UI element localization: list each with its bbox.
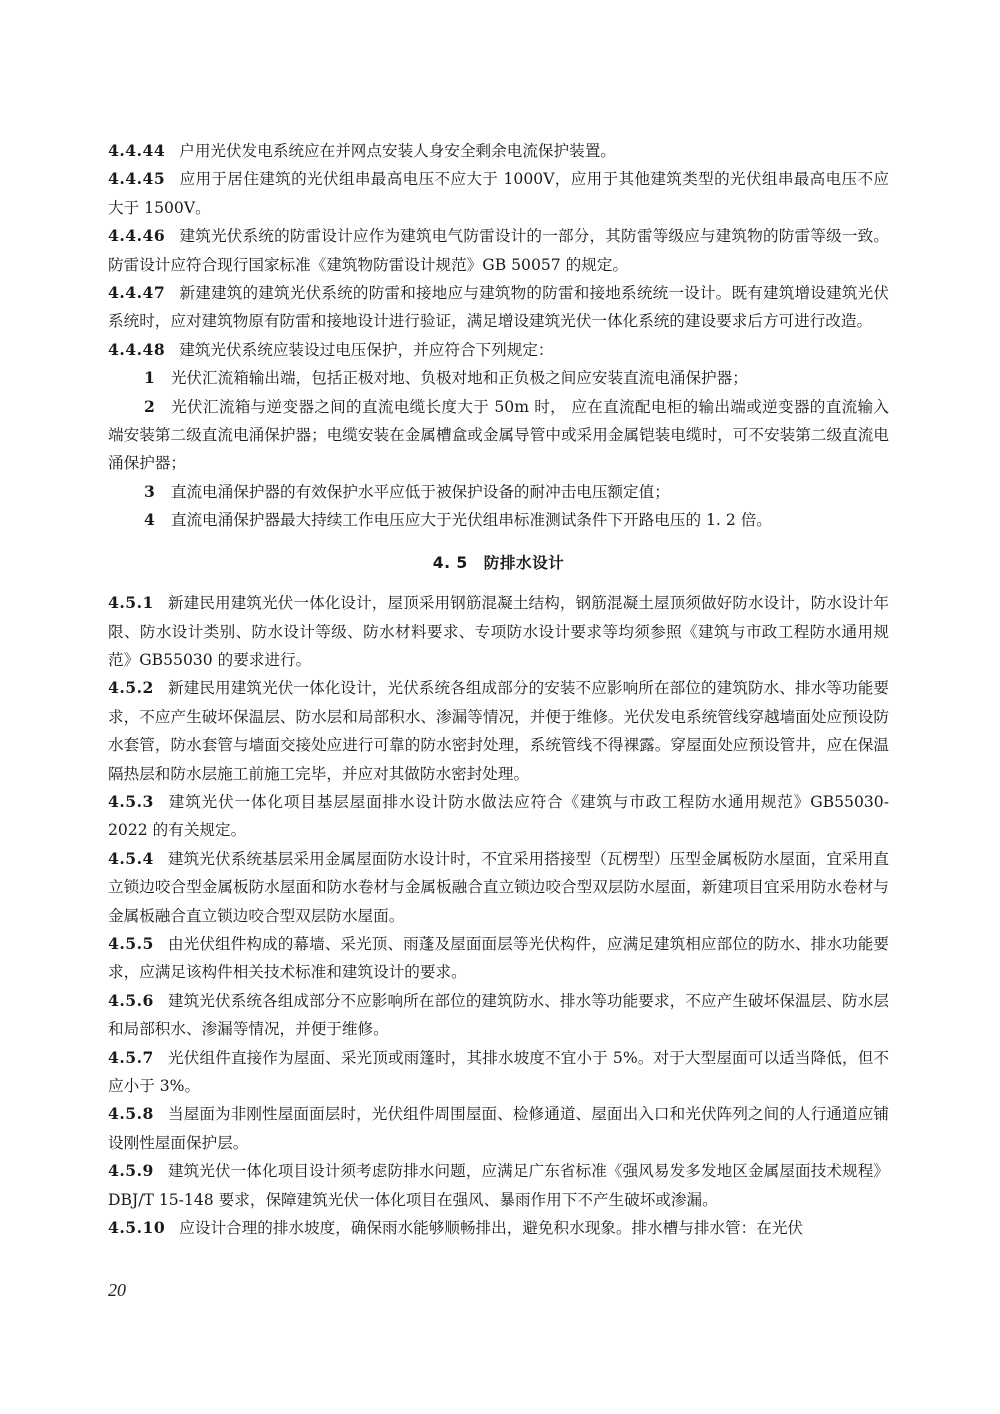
body-text bbox=[108, 137, 889, 1242]
clause-text: 应设计合理的排水坡度，确保雨水能够顺畅排出，避免积水现象。排水槽与排水管：在光伏 bbox=[179, 1219, 804, 1238]
clause-number: 4.4.46 bbox=[108, 226, 166, 246]
clause-text: 新建民用建筑光伏一体化设计，屋顶采用钢筋混凝土结构，钢筋混凝土屋顶须做好防水设计，防水设计年限、防水设计类别、防水设计等级、防水材料要求、专项防水设计要求等均须参照《建筑与市政工程防水通用规范》GB55030 的要求进行。 bbox=[108, 594, 889, 669]
clause-4-4-47 bbox=[108, 279, 889, 336]
clause-number: 4.5.4 bbox=[108, 848, 154, 868]
list-item-4 bbox=[108, 506, 889, 534]
item-text: 直流电涌保护器最大持续工作电压应大于光伏组串标准测试条件下开路电压的 1. 2 倍。 bbox=[170, 511, 772, 530]
clause-text: 建筑光伏系统基层采用金属屋面防水设计时，不宜采用搭接型（瓦楞型）压型金属板防水屋面，宜采用直立锁边咬合型金属板防水屋面和防水卷材与金属板融合直立锁边咬合型双层防水屋面，新建项目宜采用防水卷材与金属板融合直立锁边咬合型双层防水屋面。 bbox=[108, 849, 889, 925]
clause-text: 建筑光伏系统各组成部分不应影响所在部位的建筑防水、排水等功能要求，不应产生破坏保温层、防水层和局部积水、渗漏等情况，并便于维修。 bbox=[108, 991, 889, 1039]
clause-4-5-4 bbox=[108, 845, 889, 930]
list-item-2 bbox=[108, 393, 889, 478]
list-item-3 bbox=[108, 478, 889, 506]
clause-text: 建筑光伏一体化项目基层屋面排水设计防水做法应符合《建筑与市政工程防水通用规范》GB55030-2022 的有关规定。 bbox=[108, 792, 889, 840]
clause-number: 4.4.44 bbox=[108, 141, 166, 160]
clause-4-5-1 bbox=[108, 589, 889, 674]
clause-text: 由光伏组件构成的幕墙、采光顶、雨蓬及屋面面层等光伏构件，应满足建筑相应部位的防水、排水功能要求，应满足该构件相关技术标准和建筑设计的要求。 bbox=[108, 934, 889, 982]
item-text: 直流电涌保护器的有效保护水平应低于被保护设备的耐冲击电压额定值； bbox=[170, 482, 670, 501]
clause-number: 4.5.3 bbox=[108, 791, 154, 811]
clause-number: 4.5.5 bbox=[108, 933, 154, 953]
clause-number: 4.5.7 bbox=[108, 1047, 154, 1067]
page-number: 20 bbox=[108, 1280, 126, 1300]
item-text: 光伏汇流箱输出端，包括正极对地、负极对地和正负极之间应安装直流电涌保护器； bbox=[170, 369, 748, 388]
section-number: 4. 5 bbox=[432, 553, 468, 572]
item-number: 1 bbox=[144, 368, 155, 388]
clause-text: 建筑光伏一体化项目设计须考虑防排水问题，应满足广东省标准《强风易发多发地区金属屋面技术规程》DBJ/T 15-148 要求，保障建筑光伏一体化项目在强风、暴雨作用下不产生破坏或渗漏。 bbox=[108, 1162, 889, 1209]
clause-4-5-8 bbox=[108, 1100, 889, 1157]
clause-text: 建筑光伏系统应装设过电压保护，并应符合下列规定： bbox=[179, 340, 554, 359]
clause-4-5-10 bbox=[108, 1214, 889, 1242]
clause-text: 新建建筑的建筑光伏系统的防雷和接地应与建筑物的防雷和接地系统统一设计。既有建筑增设建筑光伏系统时，应对建筑物原有防雷和接地设计进行验证，满足增设建筑光伏一体化系统的建设要求后方可进行改造。 bbox=[108, 284, 889, 331]
clause-number: 4.5.9 bbox=[108, 1161, 154, 1181]
clause-4-5-7 bbox=[108, 1044, 889, 1101]
item-number: 3 bbox=[144, 481, 155, 501]
clause-4-5-9 bbox=[108, 1157, 889, 1214]
clause-text: 当屋面为非刚性屋面面层时，光伏组件周围屋面、检修通道、屋面出入口和光伏阵列之间的人行通道应铺设刚性屋面保护层。 bbox=[108, 1105, 889, 1152]
clause-4-5-3 bbox=[108, 788, 889, 845]
clause-number: 4.5.6 bbox=[108, 990, 154, 1010]
item-text: 光伏汇流箱与逆变器之间的直流电缆长度大于 50m 时， 应在直流配电柜的输出端或逆变器的直流输入端安装第二级直流电涌保护器；电缆安装在金属槽盒或金属导管中或采用金属铠装电缆时，可不安装第二级直流电涌保护器； bbox=[108, 397, 889, 473]
clause-4-5-5 bbox=[108, 930, 889, 987]
clause-4-4-44 bbox=[108, 137, 889, 165]
section-heading bbox=[108, 549, 889, 577]
clause-text: 应用于居住建筑的光伏组串最高电压不应大于 1000V，应用于其他建筑类型的光伏组串最高电压不应大于 1500V。 bbox=[108, 170, 889, 217]
clause-4-4-46 bbox=[108, 222, 889, 279]
clause-4-4-48 bbox=[108, 336, 889, 364]
list-item-1 bbox=[108, 364, 889, 392]
section-title: 防排水设计 bbox=[483, 553, 565, 572]
clause-number: 4.5.10 bbox=[108, 1218, 166, 1238]
clause-number: 4.5.2 bbox=[108, 678, 154, 698]
item-number: 2 bbox=[144, 396, 155, 416]
clause-text: 新建民用建筑光伏一体化设计，光伏系统各组成部分的安装不应影响所在部位的建筑防水、排水等功能要求，不应产生破坏保温层、防水层和局部积水、渗漏等情况，并便于维修。光伏发电系统管线穿越墙面处应预设防水套管，防水套管与墙面交接处应进行可靠的防水密封处理，系统管线不得裸露。穿屋面处应预设管井，应在保温隔热层和防水层施工前施工完毕，并应对其做防水密封处理。 bbox=[108, 679, 889, 783]
clause-number: 4.5.8 bbox=[108, 1104, 154, 1124]
clause-4-4-45 bbox=[108, 165, 889, 222]
clause-text: 光伏组件直接作为屋面、采光顶或雨篷时，其排水坡度不宜小于 5%。对于大型屋面可以适当降低，但不应小于 3%。 bbox=[108, 1048, 889, 1095]
clause-number: 4.4.48 bbox=[108, 339, 166, 359]
item-number: 4 bbox=[144, 510, 155, 530]
clause-4-5-6 bbox=[108, 987, 889, 1044]
clause-text: 建筑光伏系统的防雷设计应作为建筑电气防雷设计的一部分，其防雷等级应与建筑物的防雷等级一致。防雷设计应符合现行国家标准《建筑物防雷设计规范》GB 50057 的规定。 bbox=[108, 227, 889, 274]
clause-text: 户用光伏发电系统应在并网点安装人身安全剩余电流保护装置。 bbox=[179, 142, 616, 160]
clause-number: 4.4.47 bbox=[108, 283, 166, 303]
clause-4-5-2 bbox=[108, 674, 889, 788]
clause-number: 4.4.45 bbox=[108, 169, 166, 189]
clause-number: 4.5.1 bbox=[108, 593, 154, 613]
